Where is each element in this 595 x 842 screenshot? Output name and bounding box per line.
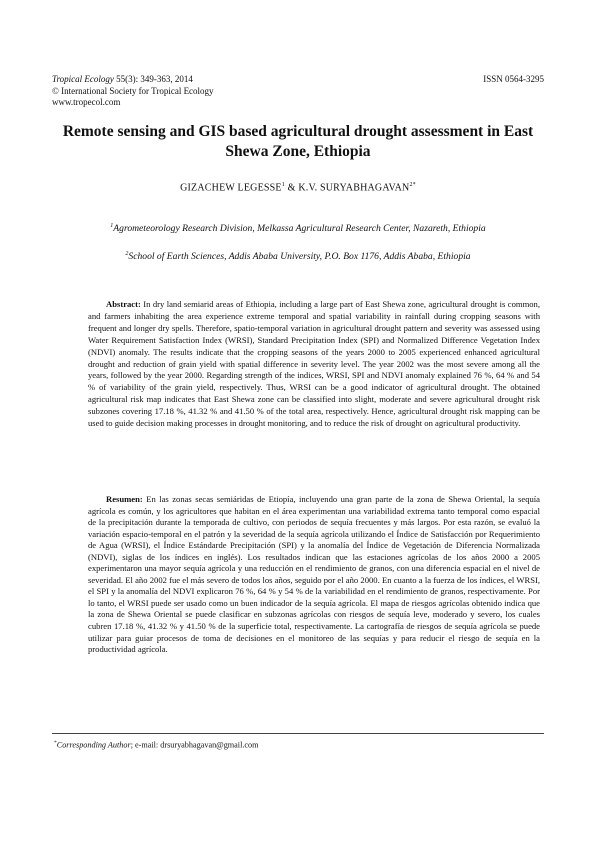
resumen-text: En las zonas secas semiáridas de Etiopía, incluyendo una gran parte de la zona de Shewa Oriental, la sequía agrícola es común, y los agricultores que habitan en el área experimentan una variabilidad extrema tanto temporal como espacial de la precipitación durante la temporada de cultivo, con periodos de sequía frecuentes y más largos. Por esta razón, se evaluó la variación espacio-temporal en el patrón y la severidad de la sequía agrícola utilizando el Índice de Satisfacción por Requerimiento de Agua (WRSI), el Índice Estándarde Precipitación (SPI) y la anomalía del Índice de Vegetación de Diferencia Normalizada (NDVI), siglas de los índices en inglés). Los resultados indican que las estaciones agrícolas de los años 2000 a 2005 experimentaron una mayor sequía agrícola y una reducción en el rendimiento de granos, con una diferencia espacial en el nivel de severidad. El año 2002 fue el más severo de todos los años, seguido por el año 2000. En cuanto a la fuerza de los índices, el WRSI, el SPI y la anomalía del NDVI explicaron 76 %, 64 % y 54 % de la variabilidad en el rendimiento de granos, respectivamente. Por lo tanto, el WRSI puede ser usado como un buen indicador de la sequía agrícola. El mapa de riesgos agrícolas obtenido indica que la zona de Shewa Oriental se puede clasificar en subzonas agrícolas con riesgos de sequía leve, moderado y severo, los cuales cubren 17.18 %, 41.32 % y 41.50 % de la superficie total, respectivamente. La cartografía de riesgos de sequía agrícola se puede utilizar para guiar procesos de toma de decisiones en el monitoreo de las sequías y para reducir el riesgo de sequía en la productividad agrícola. [88,494,540,655]
footnote-divider [52,733,544,734]
author-2-mark: 2* [409,182,416,188]
journal-citation-text: 55(3): 349-363, 2014 [116,74,193,84]
author-1-mark: 1 [281,182,285,188]
affiliation-2-mark: 2 [125,251,129,257]
journal-website: www.tropecol.com [52,97,121,107]
author-2: K.V. SURYABHAGAVAN [298,182,410,194]
abstract-label: Abstract: [106,299,141,309]
journal-citation [52,74,193,86]
corresponding-author-footnote [54,740,544,750]
author-1: GIZACHEW LEGESSE [180,182,282,194]
footnote-mark: * [54,740,57,746]
paper-title: Remote sensing and GIS based agricultural drought assessment in East Shewa Zone, Ethiopia [62,123,534,160]
issn: ISSN 0564-3295 [483,74,544,84]
resumen-paragraph [88,494,540,656]
footnote-label: Corresponding Author [56,740,131,750]
journal-name: Tropical Ecology [52,74,114,84]
affiliation-1-mark: 1 [110,223,114,229]
affiliation-1 [52,220,544,236]
affiliation-1-text: Agrometeorology Research Division, Melkassa Agricultural Research Center, Nazareth, Ethiopia [113,223,486,235]
abstract-paragraph [88,299,540,430]
footnote-email: ; e-mail: drsuryabhagavan@gmail.com [130,740,259,750]
running-header [52,74,544,109]
abstract-text: In dry land semiarid areas of Ethiopia, including a large part of East Shewa zone, agricultural drought is common, and farmers inhabiting the area experience extreme temporal and spatial variability in rainfall during cropping seasons with frequent and longer dry spells. Therefore, spatio-temporal variation in agricultural drought pattern and severity was assessed using Water Requirement Satisfaction Index (WRSI), Standard Precipitation Index (SPI) and Normalized Difference Vegetation Index (NDVI) anomaly. The results indicate that the cropping seasons of the years 2000 to 2005 experienced enhanced agricultural drought and reduction of grain yield with spatial difference in severity level. The year 2002 was the most severe among all the years, followed by the year 2000. Regarding strength of the indices, WRSI, SPI and NDVI anomaly explained 76 %, 64 % and 54 % of variability of the grain yield, respectively. Thus, WRSI can be a good indicator of agricultural drought. The obtained agricultural risk map indicates that East Shewa zone can be classified into slight, moderate and severe agricultural drought risk subzones covering 17.18 %, 41.32 % and 41.50 % of the total area, respectively. Hence, agricultural drought risk mapping can be used to guide decision making processes in drought monitoring, and to reduce the risk of drought on agricultural productivity. [88,299,540,429]
author-line [52,182,544,193]
author-separator: & [284,182,299,194]
resumen-label: Resumen: [106,494,143,504]
affiliation-2-text: School of Earth Sciences, Addis Ababa University, P.O. Box 1176, Addis Ababa, Ethiopia [128,251,471,263]
affiliation-2 [52,248,544,264]
copyright-line: © International Society for Tropical Ecology [52,85,214,96]
